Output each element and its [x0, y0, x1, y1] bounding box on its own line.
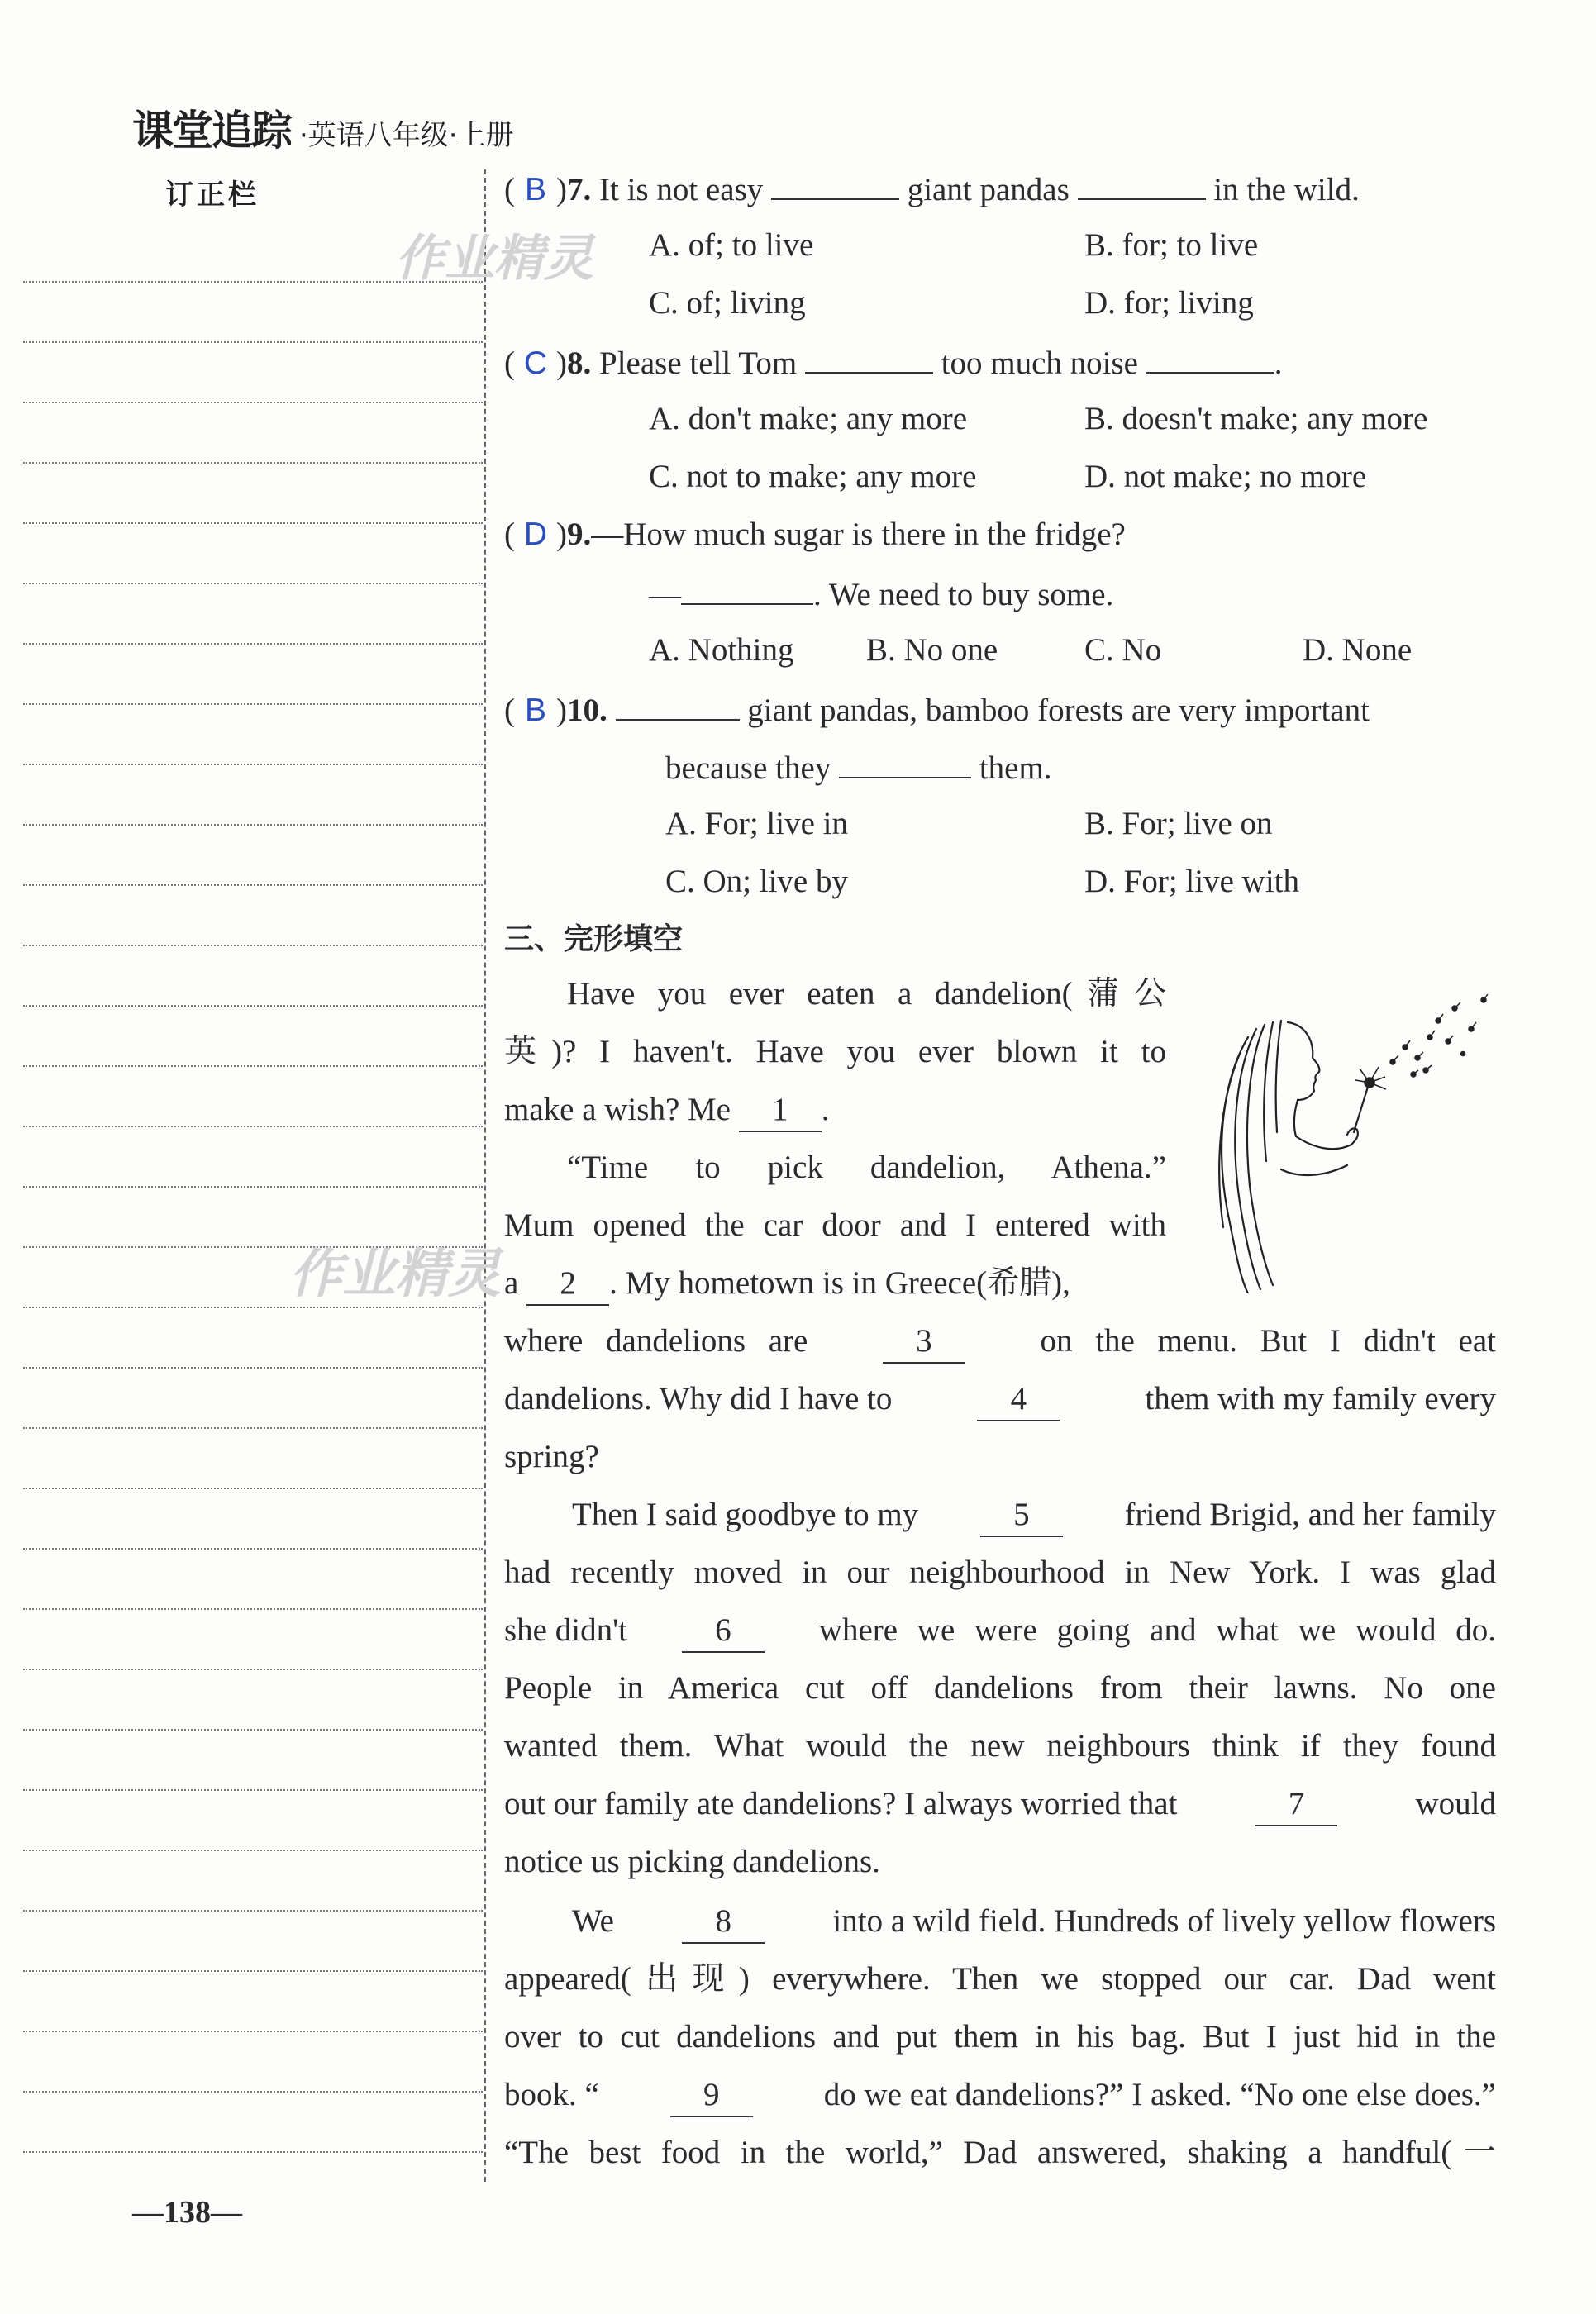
passage-text: Then I said goodbye to my — [572, 1497, 919, 1532]
correction-ruling-line — [23, 1729, 483, 1731]
answer-blank — [1146, 340, 1274, 374]
passage-text: on the menu. But I didn't eat — [1040, 1323, 1496, 1359]
option-a: A. Nothing — [649, 632, 794, 668]
answer-letter: B — [524, 693, 546, 728]
answer-blank — [771, 167, 899, 200]
question-stem-text: them. — [979, 750, 1052, 786]
question-10-line2 — [665, 745, 1052, 789]
correction-ruling-line — [23, 1970, 483, 1972]
passage-text: friend Brigid, and her family — [1124, 1497, 1496, 1532]
cloze-blank-4: 4 — [977, 1378, 1060, 1421]
passage-line — [504, 1321, 1496, 1364]
question-number: 7. — [567, 172, 592, 207]
passage-line: “The best food in the world,” Dad answered, shaking a handful(一 — [504, 2135, 1496, 2170]
book-series-title: ·英语八年级·上册 — [299, 119, 514, 152]
option-b: B. For; live on — [1084, 806, 1273, 841]
passage-line: over to cut dandelions and put them in his bag. But I just hid in the — [504, 2019, 1496, 2055]
correction-ruling-line — [23, 1427, 483, 1429]
answer-blank — [839, 745, 971, 778]
passage-line — [504, 1610, 1496, 1653]
question-stem-text: giant pandas — [907, 172, 1070, 207]
question-stem-text: — — [649, 577, 681, 612]
answer-blank — [805, 340, 933, 374]
watermark: 作业精灵 — [395, 230, 593, 288]
passage-text: We — [572, 1903, 614, 1939]
correction-ruling-line — [23, 1488, 483, 1489]
passage-text: out our family ate dandelions? I always worried that — [504, 1786, 1178, 1821]
correction-ruling-line — [23, 1789, 483, 1791]
passage-text: . — [821, 1092, 830, 1127]
passage-line: Mum opened the car door and I entered with — [504, 1207, 1166, 1243]
option-a: A. For; live in — [665, 806, 848, 841]
passage-line: notice us picking dandelions. — [504, 1844, 880, 1879]
correction-ruling-line — [23, 764, 483, 765]
cloze-blank-8: 8 — [682, 1901, 765, 1944]
cloze-blank-2: 2 — [526, 1263, 609, 1306]
question-number: 10. — [567, 693, 607, 728]
question-stem-text: because they — [665, 750, 831, 786]
passage-line: spring? — [504, 1439, 599, 1474]
passage-text: make a wish? Me — [504, 1092, 731, 1127]
question-9: ( D )9.—How much sugar is there in the fridge? — [504, 514, 1126, 555]
correction-ruling-line — [23, 1367, 483, 1369]
correction-ruling-line — [23, 402, 483, 403]
correction-ruling-line — [23, 1548, 483, 1550]
section-title: 三、完形填空 — [504, 922, 684, 956]
answer-blank — [681, 572, 813, 605]
correction-ruling-line — [23, 703, 483, 705]
question-10: ( B )10. giant pandas, bamboo forests are very important — [504, 688, 1370, 731]
option-c: C. No — [1084, 632, 1162, 668]
cloze-blank-1: 1 — [739, 1089, 822, 1132]
option-a: A. don't make; any more — [649, 401, 968, 436]
passage-text: would — [1415, 1786, 1496, 1821]
passage-text: where we were going and what we would do. — [818, 1612, 1496, 1648]
question-number: 8. — [567, 345, 592, 381]
passage-line — [572, 1494, 1496, 1537]
option-a: A. of; to live — [649, 227, 814, 263]
passage-text: a — [504, 1265, 519, 1301]
passage-line — [504, 2074, 1496, 2117]
answer-letter: B — [524, 172, 546, 207]
question-stem-text: Please tell Tom — [599, 345, 798, 381]
correction-ruling-line — [23, 824, 483, 826]
option-b: B. doesn't make; any more — [1084, 401, 1428, 436]
passage-line — [504, 1378, 1496, 1421]
question-stem-text: . — [1274, 345, 1283, 381]
passage-text: . My hometown is in Greece(希腊), — [609, 1265, 1070, 1301]
answer-letter: C — [523, 345, 548, 381]
watermark: 作业精灵 — [289, 1244, 501, 1305]
question-stem-text: . We need to buy some. — [813, 577, 1114, 612]
page-number: —138— — [132, 2195, 242, 2230]
question-number: 9. — [567, 517, 592, 552]
correction-ruling-line — [23, 945, 483, 946]
option-c: C. On; live by — [665, 864, 848, 899]
correction-ruling-line — [23, 583, 483, 584]
correction-ruling-line — [23, 522, 483, 524]
correction-ruling-line — [23, 1850, 483, 1851]
correction-ruling-line — [23, 643, 483, 645]
correction-ruling-line — [23, 1005, 483, 1007]
correction-ruling-line — [23, 2151, 483, 2153]
passage-line — [572, 1901, 1496, 1944]
correction-ruling-line — [23, 1065, 483, 1067]
column-divider — [484, 169, 486, 2182]
question-stem-text: too much noise — [941, 345, 1138, 381]
option-b: B. for; to live — [1084, 227, 1259, 263]
cloze-blank-5: 5 — [980, 1494, 1063, 1537]
question-7: ( B )7. It is not easy giant pandas in the wild. — [504, 167, 1360, 211]
correction-ruling-line — [23, 1608, 483, 1610]
correction-ruling-line — [23, 2031, 483, 2032]
brand-logo: 课堂追踪 — [132, 107, 291, 155]
question-stem-text: —How much sugar is there in the fridge? — [591, 517, 1126, 552]
question-9-reply — [649, 572, 1113, 616]
option-c: C. of; living — [649, 285, 806, 321]
option-d: D. For; live with — [1084, 864, 1299, 899]
option-d: D. not make; no more — [1084, 459, 1367, 494]
correction-ruling-line — [23, 2091, 483, 2093]
answer-blank — [616, 688, 740, 721]
passage-line — [504, 1089, 830, 1132]
passage-text: do we eat dandelions?” I asked. “No one else does.” — [823, 2077, 1496, 2112]
passage-line — [504, 1783, 1496, 1826]
question-stem-text: giant pandas, bamboo forests are very important — [747, 693, 1370, 728]
passage-text: dandelions. Why did I have to — [504, 1381, 893, 1416]
cloze-blank-6: 6 — [682, 1610, 765, 1653]
answer-letter: D — [523, 517, 548, 552]
question-stem-text: It is not easy — [599, 172, 764, 207]
passage-text: book. “ — [504, 2077, 599, 2112]
passage-line: People in America cut off dandelions from their lawns. No one — [504, 1670, 1496, 1706]
option-c: C. not to make; any more — [649, 459, 977, 494]
passage-line: Have you ever eaten a dandelion(蒲公 — [567, 976, 1166, 1012]
correction-ruling-line — [23, 884, 483, 886]
correction-ruling-line — [23, 1126, 483, 1127]
passage-text: where dandelions are — [504, 1323, 808, 1359]
passage-line: “Time to pick dandelion, Athena.” — [567, 1150, 1166, 1185]
option-b: B. No one — [866, 632, 998, 668]
page-header — [132, 98, 514, 164]
question-stem-text: in the wild. — [1213, 172, 1360, 207]
passage-line: had recently moved in our neighbourhood in New York. I was glad — [504, 1555, 1496, 1590]
passage-text: them with my family every — [1145, 1381, 1496, 1416]
passage-line — [504, 1263, 1070, 1306]
option-d: D. None — [1303, 632, 1413, 668]
question-8: ( C )8. Please tell Tom too much noise . — [504, 340, 1283, 384]
correction-ruling-line — [23, 1669, 483, 1670]
passage-line: 英)? I haven't. Have you ever blown it to — [504, 1034, 1166, 1069]
correction-ruling-line — [23, 1186, 483, 1188]
correction-ruling-line — [23, 1910, 483, 1912]
option-d: D. for; living — [1084, 285, 1254, 321]
passage-line: appeared(出现) everywhere. Then we stopped our car. Dad went — [504, 1961, 1496, 1997]
girl-blowing-dandelion-illustration — [1190, 979, 1504, 1293]
cloze-blank-7: 7 — [1255, 1783, 1337, 1826]
correction-column-title: 订正栏 — [165, 179, 260, 212]
cloze-blank-9: 9 — [670, 2074, 753, 2117]
passage-text: she didn't — [504, 1612, 627, 1648]
cloze-blank-3: 3 — [883, 1321, 965, 1364]
correction-ruling-line — [23, 341, 483, 343]
answer-blank — [1078, 167, 1206, 200]
passage-text: into a wild field. Hundreds of lively yellow flowers — [832, 1903, 1496, 1939]
correction-ruling-line — [23, 462, 483, 464]
passage-line: wanted them. What would the new neighbours think if they found — [504, 1728, 1496, 1764]
